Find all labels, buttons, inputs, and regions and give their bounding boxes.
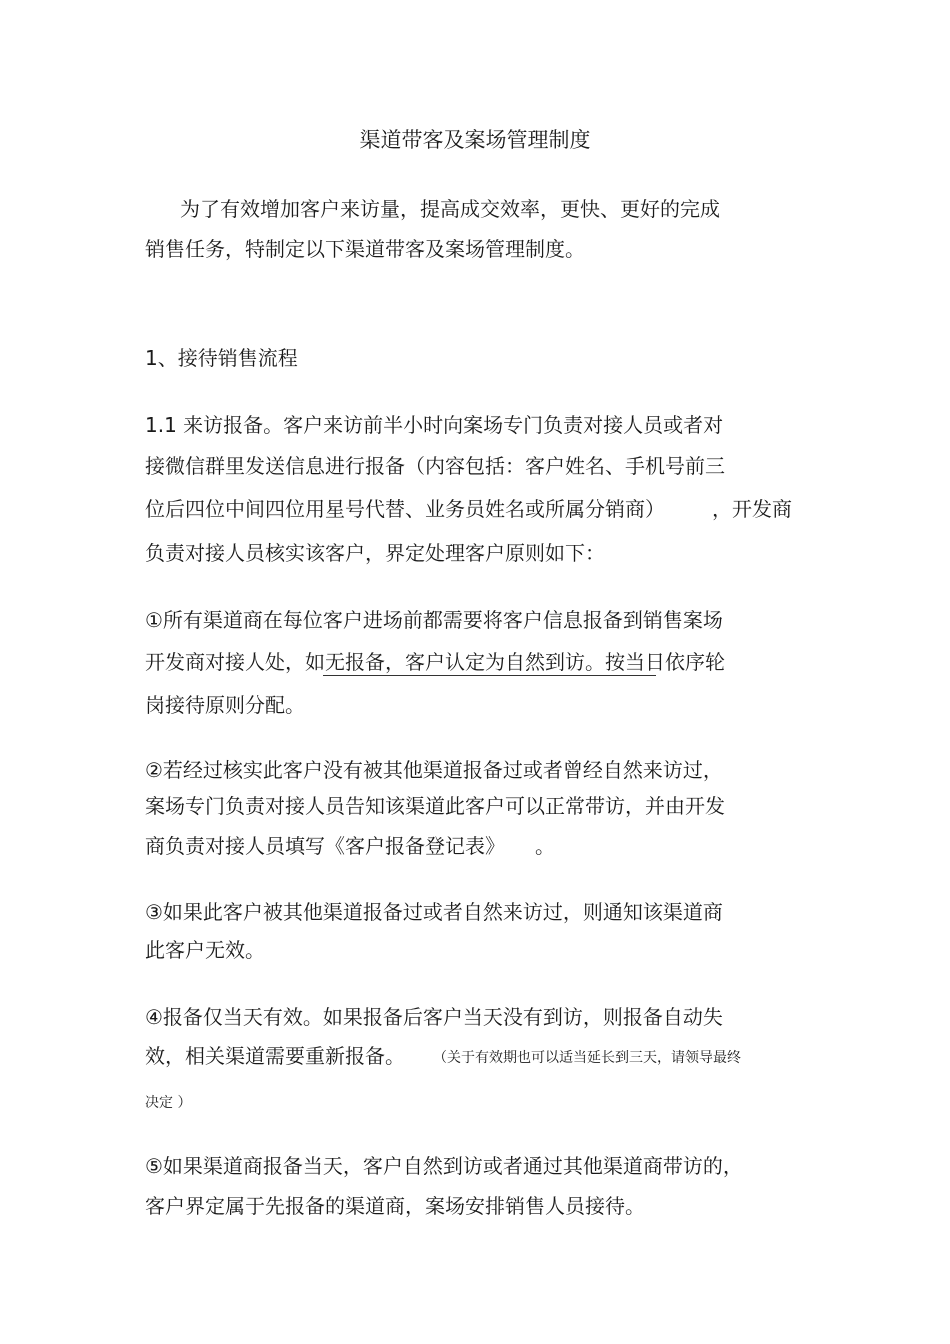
paragraph-1-1-line-3: 位后四位中间四位用星号代替、业务员姓名或所属分销商） [145, 497, 665, 521]
rule-2-line-2: 案场专门负责对接人员告知该渠道此客户可以正常带访，并由开发 [145, 794, 725, 818]
rule-2-line-3-tail: 。 [535, 834, 555, 858]
rule-1-line-2: 开发商对接人处，如无报备，客户认定为自然到访。按当日依序轮 [145, 650, 725, 674]
rule-4-note-tail: 决定 ） [145, 1095, 192, 1111]
rule-4-note: （关于有效期也可以适当延长到三天，请领导最终 [433, 1050, 741, 1066]
paragraph-1-1-line-4: 负责对接人员核实该客户，界定处理客户原则如下： [145, 541, 605, 565]
paragraph-1-1-line-3-tail: ，开发商 [712, 497, 792, 521]
rule-5-line-1: ⑤如果渠道商报备当天，客户自然到访或者通过其他渠道商带访的， [145, 1154, 743, 1178]
rule-2-line-1: ②若经过核实此客户没有被其他渠道报备过或者曾经自然来访过， [145, 758, 723, 782]
rule-4-line-2: 效，相关渠道需要重新报备。 [145, 1044, 405, 1068]
rule-1-line-3: 岗接待原则分配。 [145, 693, 305, 717]
intro-line-1: 为了有效增加客户来访量，提高成交效率，更快、更好的完成 [180, 197, 720, 221]
section-heading: 1、接待销售流程 [145, 346, 298, 370]
paragraph-1-1-line-2: 接微信群里发送信息进行报备（内容包括：客户姓名、手机号前三 [145, 454, 725, 478]
document-title: 渠道带客及案场管理制度 [359, 128, 591, 152]
rule-1-line-1: ①所有渠道商在每位客户进场前都需要将客户信息报备到销售案场 [145, 608, 723, 632]
rule-3-line-2: 此客户无效。 [145, 938, 265, 962]
text-underline [323, 675, 656, 676]
rule-2-line-3: 商负责对接人员填写《客户报备登记表》 [145, 834, 505, 858]
rule-5-line-2: 客户界定属于先报备的渠道商，案场安排销售人员接待。 [145, 1194, 645, 1218]
paragraph-1-1-line-1: 1.1 来访报备。客户来访前半小时向案场专门负责对接人员或者对 [145, 413, 724, 437]
rule-3-line-1: ③如果此客户被其他渠道报备过或者自然来访过，则通知该渠道商 [145, 900, 723, 924]
rule-4-line-1: ④报备仅当天有效。如果报备后客户当天没有到访，则报备自动失 [145, 1005, 723, 1029]
intro-line-2: 销售任务，特制定以下渠道带客及案场管理制度。 [145, 237, 585, 261]
